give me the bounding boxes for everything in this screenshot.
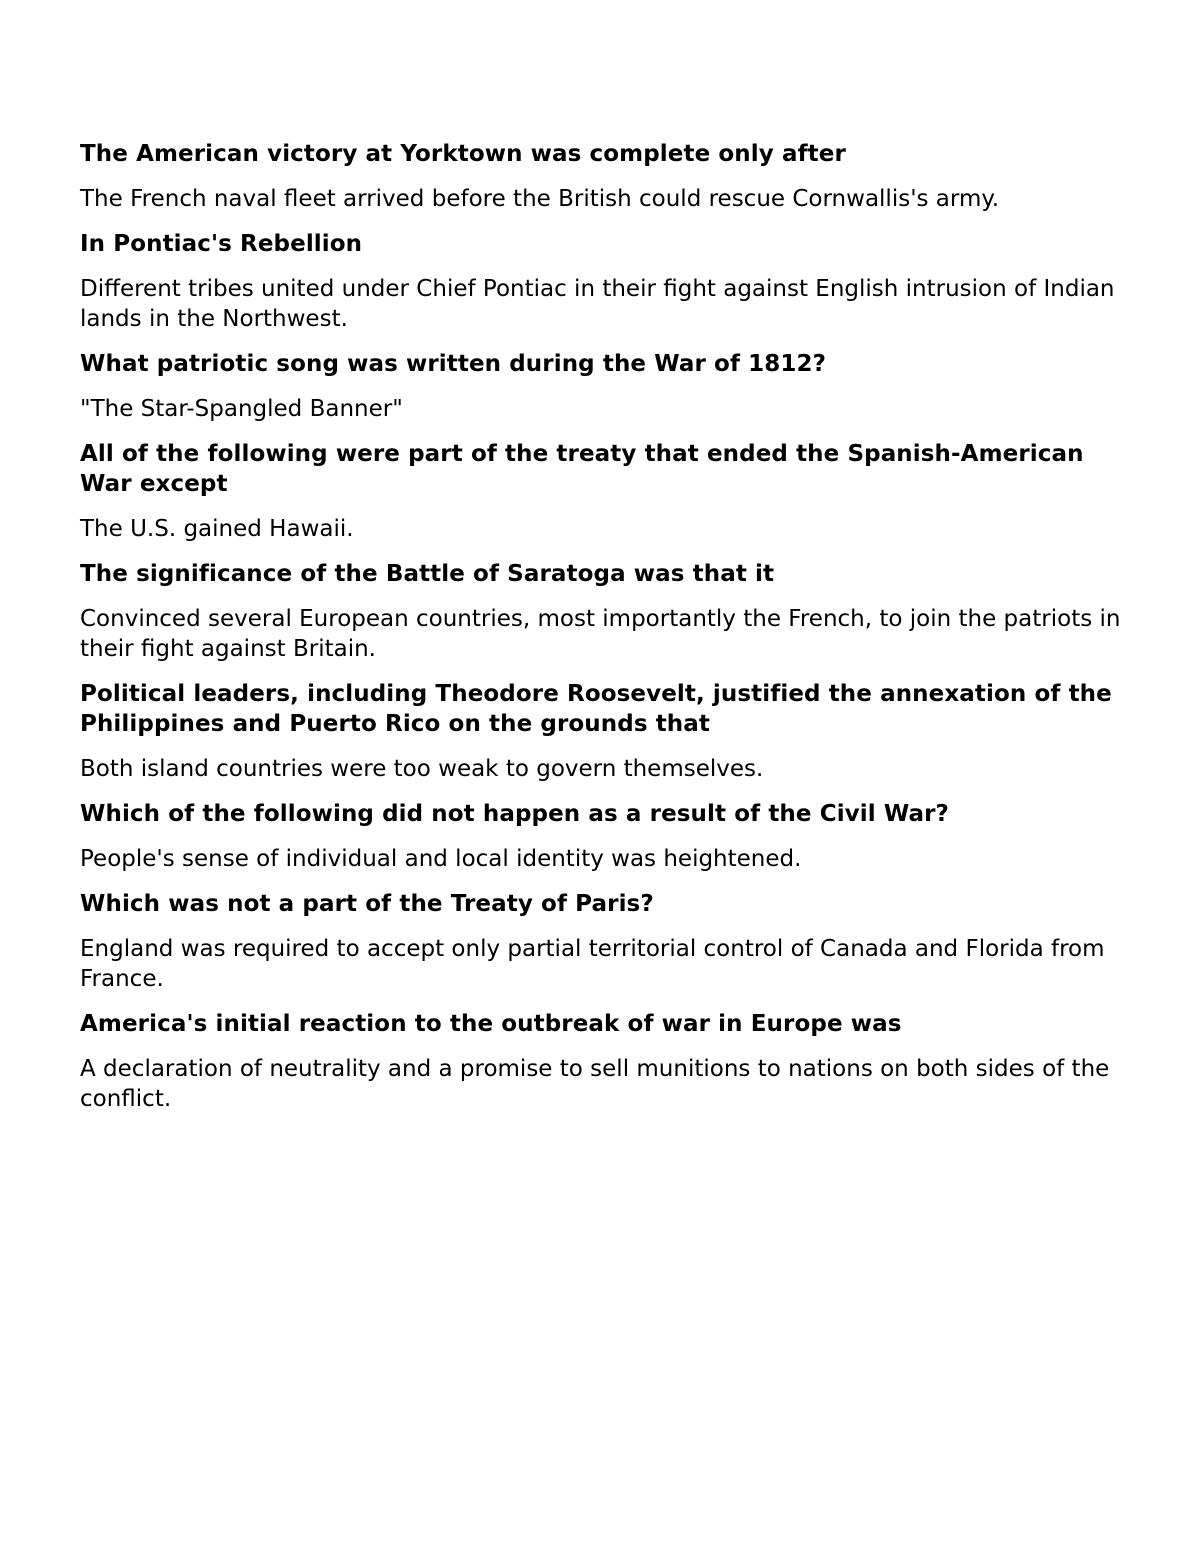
- question-text: Which of the following did not happen as a result of the Civil War?: [80, 801, 949, 827]
- question-text: In Pontiac's Rebellion: [80, 231, 363, 257]
- question-text: Which was not a part of the Treaty of Paris?: [80, 891, 654, 917]
- qa-item: [80, 349, 1130, 424]
- qa-item: [80, 559, 1130, 664]
- answer-text: England was required to accept only partial territorial control of Canada and Florida from France.: [80, 936, 1105, 992]
- answer-text: Both island countries were too weak to govern themselves.: [80, 756, 764, 782]
- answer-text: A declaration of neutrality and a promise to sell munitions to nations on both sides of the conflict.: [80, 1056, 1110, 1112]
- question-text: Political leaders, including Theodore Roosevelt, justified the annexation of the Philippines and Puerto Rico on the grounds that: [80, 681, 1112, 737]
- answer-text: People's sense of individual and local identity was heightened.: [80, 846, 802, 872]
- qa-item: [80, 679, 1130, 784]
- answer-text: The French naval fleet arrived before the British could rescue Cornwallis's army.: [80, 186, 1000, 212]
- answer-text: The U.S. gained Hawaii.: [80, 516, 354, 542]
- question-text: All of the following were part of the treaty that ended the Spanish-American War except: [80, 441, 1084, 497]
- question-text: America's initial reaction to the outbreak of war in Europe was: [80, 1011, 902, 1037]
- qa-item: [80, 139, 1130, 214]
- qa-item: [80, 439, 1130, 544]
- qa-item: [80, 799, 1130, 874]
- answer-text: Different tribes united under Chief Pontiac in their fight against English intrusion of Indian lands in the Northwest.: [80, 276, 1115, 332]
- answer-text: "The Star-Spangled Banner": [80, 396, 403, 422]
- document-page: [80, 139, 1130, 1129]
- question-text: The American victory at Yorktown was complete only after: [80, 141, 846, 167]
- answer-text: Convinced several European countries, most importantly the French, to join the patriots in their fight against Britain.: [80, 606, 1121, 662]
- qa-item: [80, 229, 1130, 334]
- question-text: The significance of the Battle of Saratoga was that it: [80, 561, 775, 587]
- question-text: What patriotic song was written during the War of 1812?: [80, 351, 827, 377]
- qa-item: [80, 889, 1130, 994]
- qa-item: [80, 1009, 1130, 1114]
